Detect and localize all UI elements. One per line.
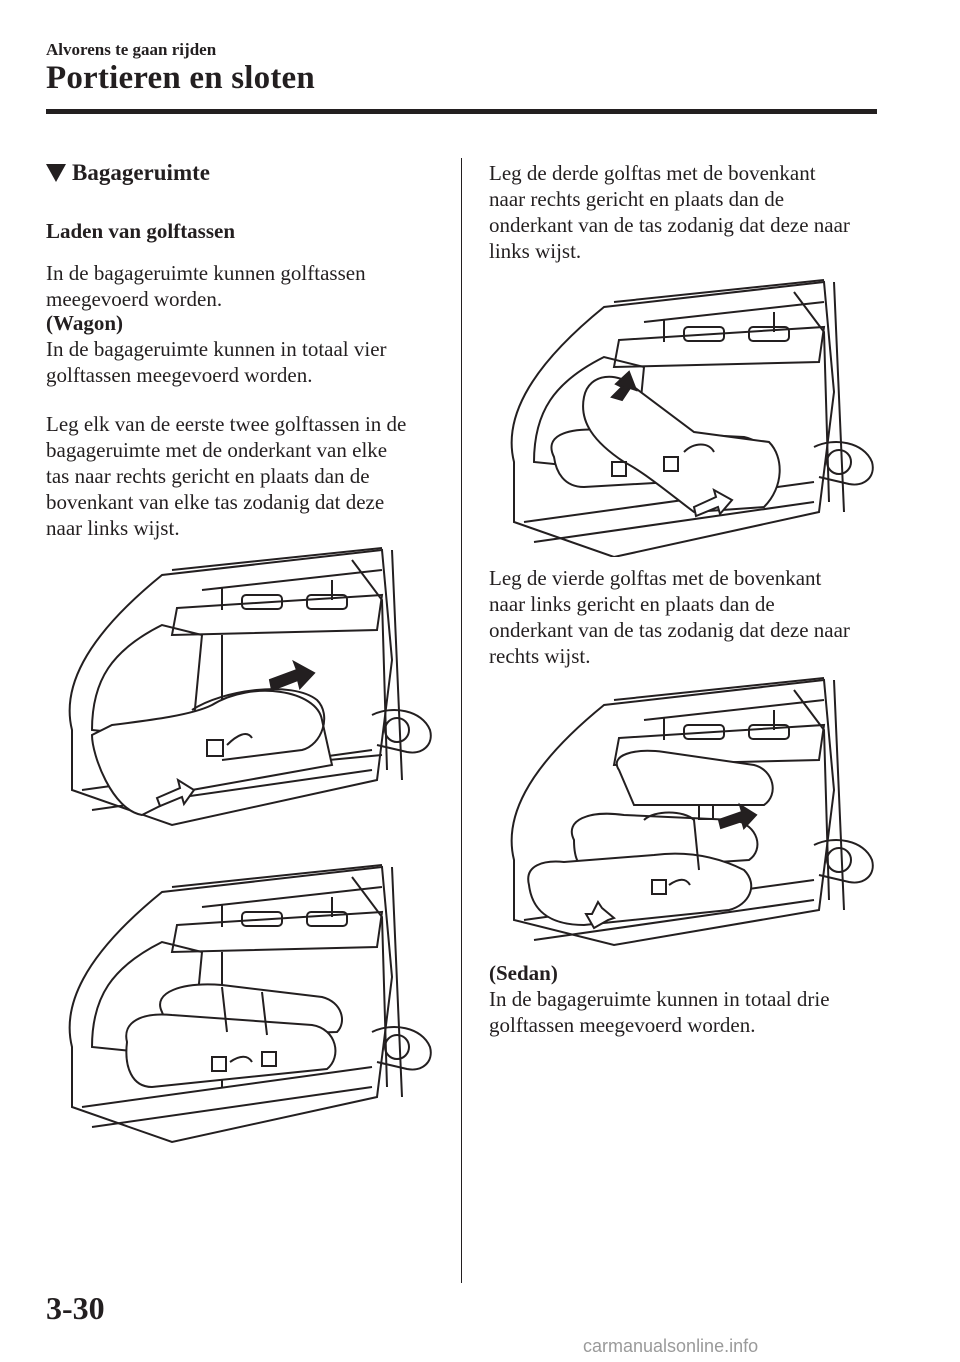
intro-paragraph: In de bagageruimte kunnen golftassen meegevoerd worden.: [46, 261, 366, 311]
trunk-illustration-bag3: [494, 272, 879, 557]
sedan-label: (Sedan): [489, 961, 558, 985]
step3-paragraph: Leg de derde golftas met de bovenkant naar rechts gericht en plaats dan de onderkant van de tas zodanig dat deze naar links wijst.: [489, 161, 850, 263]
subsection-heading: Laden van golftassen: [46, 219, 236, 243]
wagon-paragraph: In de bagageruimte kunnen in totaal vier golftassen meegevoerd worden.: [46, 337, 387, 387]
page-title: Portieren en sloten: [46, 60, 315, 96]
watermark: carmanualsonline.info: [583, 1336, 759, 1356]
chapter-label: Alvorens te gaan rijden: [46, 40, 217, 59]
title-rule: [46, 109, 877, 114]
page-number: 3-30: [46, 1290, 105, 1326]
trunk-illustration-bag1: [52, 540, 437, 830]
column-divider: [461, 158, 462, 1283]
section-heading-text: Bagageruimte: [72, 160, 210, 185]
section-heading: [46, 160, 210, 186]
step4-paragraph: Leg de vierde golftas met de bovenkant naar links gericht en plaats dan de onderkant van de tas zodanig dat deze naar rechts wijst.: [489, 566, 850, 668]
trunk-illustration-bags-loaded: [52, 857, 437, 1147]
wagon-label: (Wagon): [46, 311, 124, 335]
step1-paragraph: Leg elk van de eerste twee golftassen in de bagageruimte met de onderkant van elke tas naar rechts gericht en plaats dan de bovenkant van elke tas zodanig dat deze naar links wijst.: [46, 412, 407, 540]
sedan-paragraph: In de bagageruimte kunnen in totaal drie golftassen meegevoerd worden.: [489, 987, 830, 1037]
trunk-illustration-bag4: [494, 670, 879, 950]
triangle-bullet-icon: [46, 164, 66, 182]
